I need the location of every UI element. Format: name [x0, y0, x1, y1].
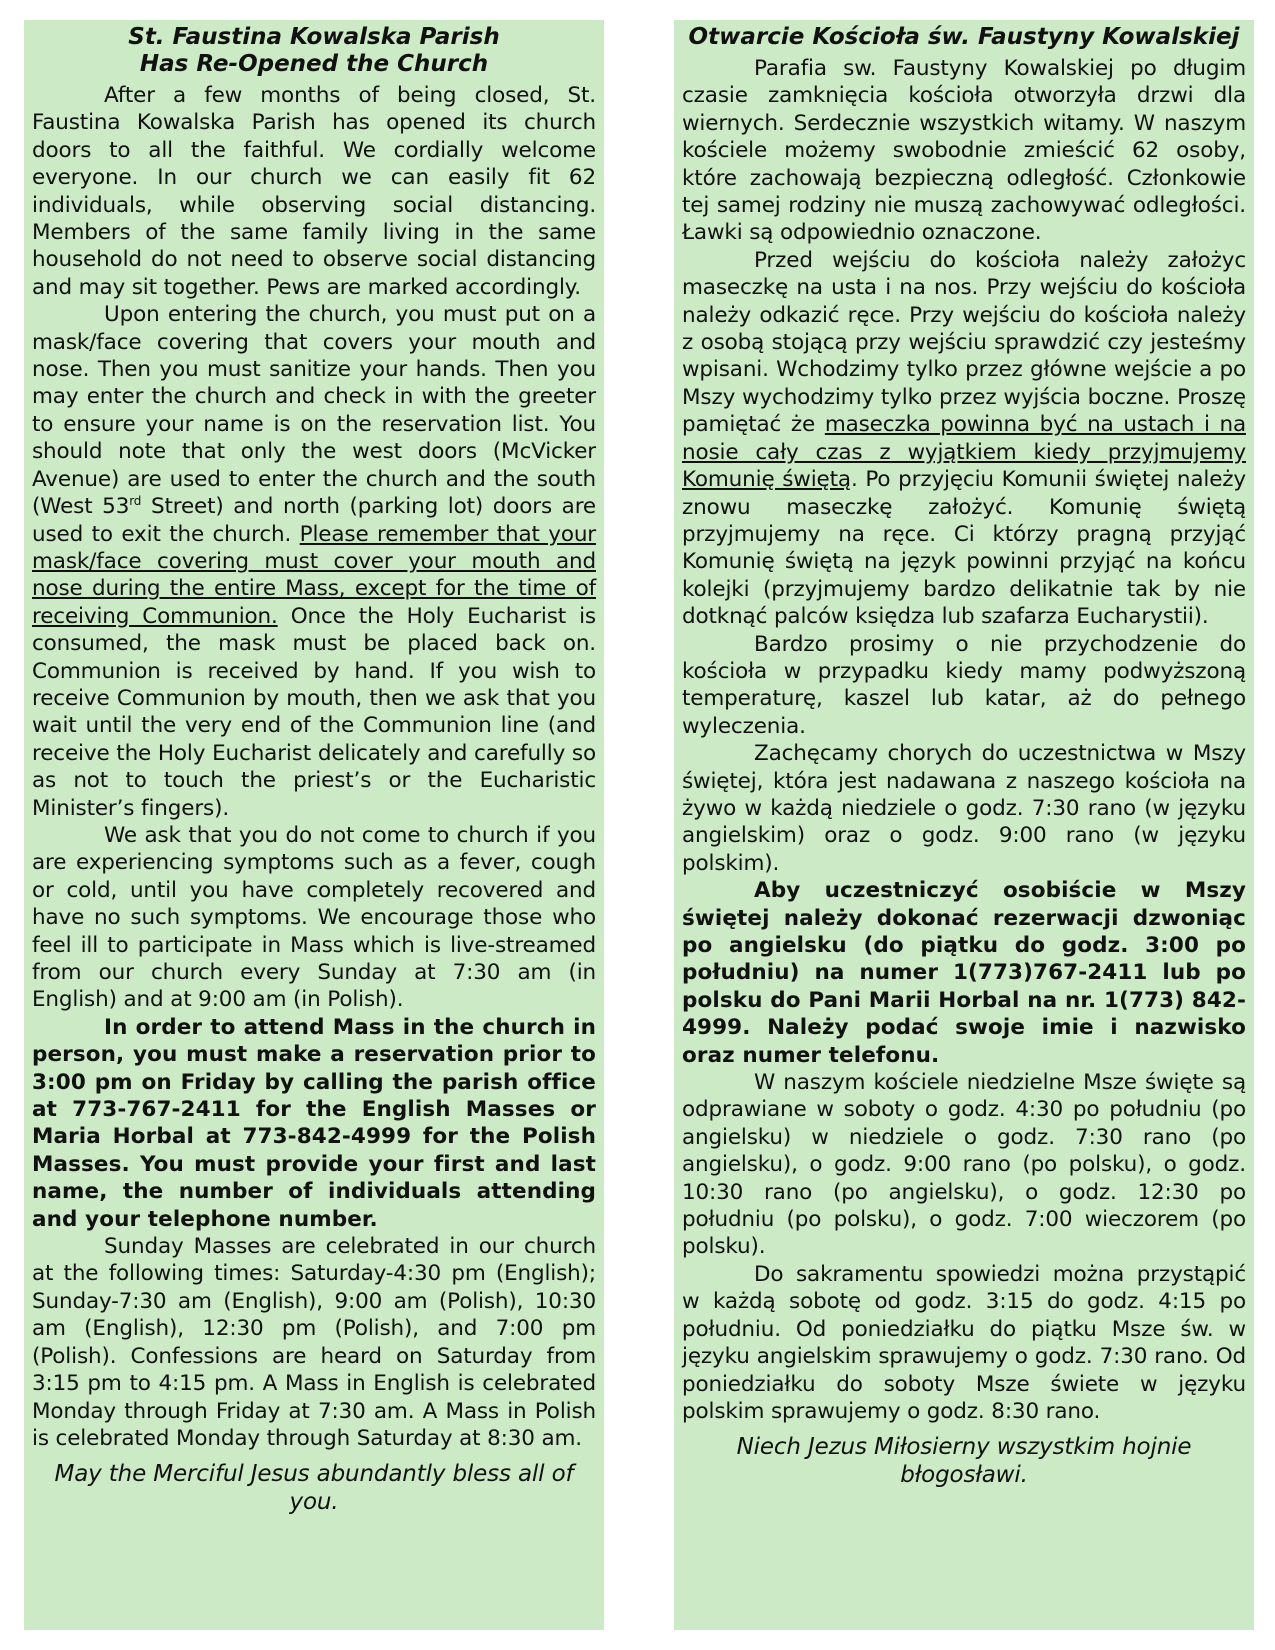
- english-closing-blessing: May the Merciful Jesus abundantly bless all of you.: [54, 1461, 574, 1516]
- english-paragraph-mass-schedule: Sunday Masses are celebrated in our church at the following times: Saturday-4:30 pm (English); Sunday-7:30 am (English), 9:00 am (Polish), 10:30 am (English), 12:30 pm (Polish), and 7:00 pm (Polish). Confessions are heard on Saturday from 3:15 pm to 4:15 pm. A Mass in English is celebrated Monday through Friday at 7:30 am. A Mass in Polish is celebrated Monday through Saturday at 8:30 am.: [32, 1234, 596, 1451]
- polish-paragraph-livestream: Zachęcamy chorych do uczestnictwa w Mszy świętej, która jest nadawana z naszego kościoła na żywo w każdą niedziele o godz. 7:30 rano (w języku angielskim) oraz o godz. 9:00 rano (w języku polskim).: [682, 741, 1246, 876]
- polish-title: Otwarcie Kościoła św. Faustyny Kowalskiej: [688, 24, 1240, 50]
- polish-paragraph-reservation: Aby uczestniczyć osobiście w Mszy świętej należy dokonać rezerwacji dzwoniąc po angielsku (do piątku do godz. 3:00 po południu) na numer 1(773)767-2411 lub po polsku do Pani Marii Horbal na nr. 1(773) 842-4999. Należy podać swoje imie i nazwisko oraz numer telefonu.: [682, 878, 1246, 1068]
- english-paragraph-reservation: In order to attend Mass in the church in person, you must make a reservation prior to 3:00 pm on Friday by calling the parish office at 773-767-2411 for the English Masses or Maria Horbal at 773-842-4999 for the Polish Masses. You must provide your first and last name, the number of individuals attending and your telephone number.: [32, 1014, 596, 1232]
- polish-paragraph-symptoms: Bardzo prosimy o nie przychodzenie do kościoła w przypadku kiedy mamy podwyższoną temperaturę, kaszel lub katar, aż do pełnego wyleczenia.: [682, 631, 1246, 739]
- english-paragraph-symptoms: We ask that you do not come to church if you are experiencing symptoms such as a fever, cough or cold, until you have completely recovered and have no such symptoms. We encourage those who feel ill to participate in Mass which is live-streamed from our church every Sunday at 7:30 am (in English) and at 9:00 am (in Polish).: [32, 822, 596, 1013]
- english-announcement-panel: [24, 20, 604, 1630]
- english-paragraph-reopening: After a few months of being closed, St. Faustina Kowalska Parish has opened its church doors to all the faithful. We cordially welcome everyone. In our church we can easily fit 62 individuals, while observing social distancing. Members of the same family living in the same household do not need to observe social distancing and may sit together. Pews are marked accordingly.: [32, 83, 596, 300]
- polish-paragraph-entry-rules: Przed wejściu do kościoła należy założyc maseczkę na usta i na nos. Przy wejściu do kościoła należy odkazić ręce. Przy wejściu do kościoła należy z osobą stojącą przy wejściu sprawdzić czy jesteśmy wpisani. Wchodzimy tylko przez główne wejście a po Mszy wychodzimy tylko przez wyjścia boczne. Proszę pamiętać że maseczka powinna być na ustach i na nosie cały czas z wyjątkiem kiedy przyjmujemy Komunię świętą. Po przyjęciu Komunii świętej należy znowu maseczkę założyć. Komunię świętą przyjmujemy na ręce. Ci którzy pragną przyjąć Komunię świętą na język powinni przyjąć na końcu kolejki (przyjmujemy bardzo delikatnie tak by nie dotknąć palców księdza lub szafarza Eucharystii).: [682, 247, 1247, 630]
- polish-mask-reminder: maseczka powinna być na ustach i na nosie cały czas z wyjątkiem kiedy przyjmujemy Komunię świętą: [682, 412, 1246, 493]
- english-title: [32, 24, 596, 78]
- polish-paragraph-confession: Do sakramentu spowiedzi można przystąpić w każdą sobotę od godz. 3:15 do godz. 4:15 po południu. Od poniedziałku do piątku Msze św. w języku angielskim sprawujemy o godz. 7:30 rano. Od poniedziałku do soboty Msze świete w języku polskim sprawujemy o godz. 8:30 rano.: [682, 1261, 1246, 1424]
- polish-closing-blessing: Niech Jezus Miłosierny wszystkim hojnie błogosławi.: [736, 1434, 1192, 1489]
- polish-announcement-panel: [674, 20, 1254, 1630]
- polish-paragraph-reopening: Parafia sw. Faustyny Kowalskiej po długim czasie zamknięcia kościoła otworzyła drzwi dla wiernych. Serdecznie wszystkich witamy. W naszym kościele możemy swobodnie zmieścić 62 osoby, które zachowają bezpieczną odległość. Członkowie tej samej rodziny nie muszą zachowywać odległości. Ławki są odpowiednio oznaczone.: [682, 56, 1246, 246]
- english-title-line-1: St. Faustina Kowalska Parish: [128, 24, 500, 50]
- english-paragraph-entry-rules: Upon entering the church, you must put on a mask/face covering that covers your mouth and nose. Then you must sanitize your hands. Then you may enter the church and check in with the greeter to ensure your name is on the reservation list. You should note that only the west doors (McVicker Avenue) are used to enter the church and the south (West 53rd Street) and north (parking lot) doors are used to exit the church. Please remember that your mask/face covering must cover your mouth and nose during the entire Mass, except for the time of receiving Communion. Once the Holy Eucharist is consumed, the mask must be placed back on. Communion is received by hand. If you wish to receive Communion by mouth, then we ask that you wait until the very end of the Communion line (and receive the Holy Eucharist delicately and carefully so as not to touch the priest’s or the Eucharistic Minister’s fingers).: [32, 302, 596, 821]
- english-title-line-2: Has Re-Opened the Church: [139, 51, 489, 77]
- english-mask-reminder: Please remember that your mask/face covering must cover your mouth and nose during the entire Mass, except for the time of receiving Communion.: [32, 521, 596, 629]
- polish-paragraph-mass-schedule: W naszym kościele niedzielne Msze święte są odprawiane w soboty o godz. 4:30 po południu (po angielsku) w niedziele o godz. 7:30 rano (po angielsku), o godz. 9:00 rano (po polsku), o godz. 10:30 rano (po angielsku), o godz. 12:30 po południu (po polsku), o godz. 7:00 wieczorem (po polsku).: [682, 1070, 1246, 1260]
